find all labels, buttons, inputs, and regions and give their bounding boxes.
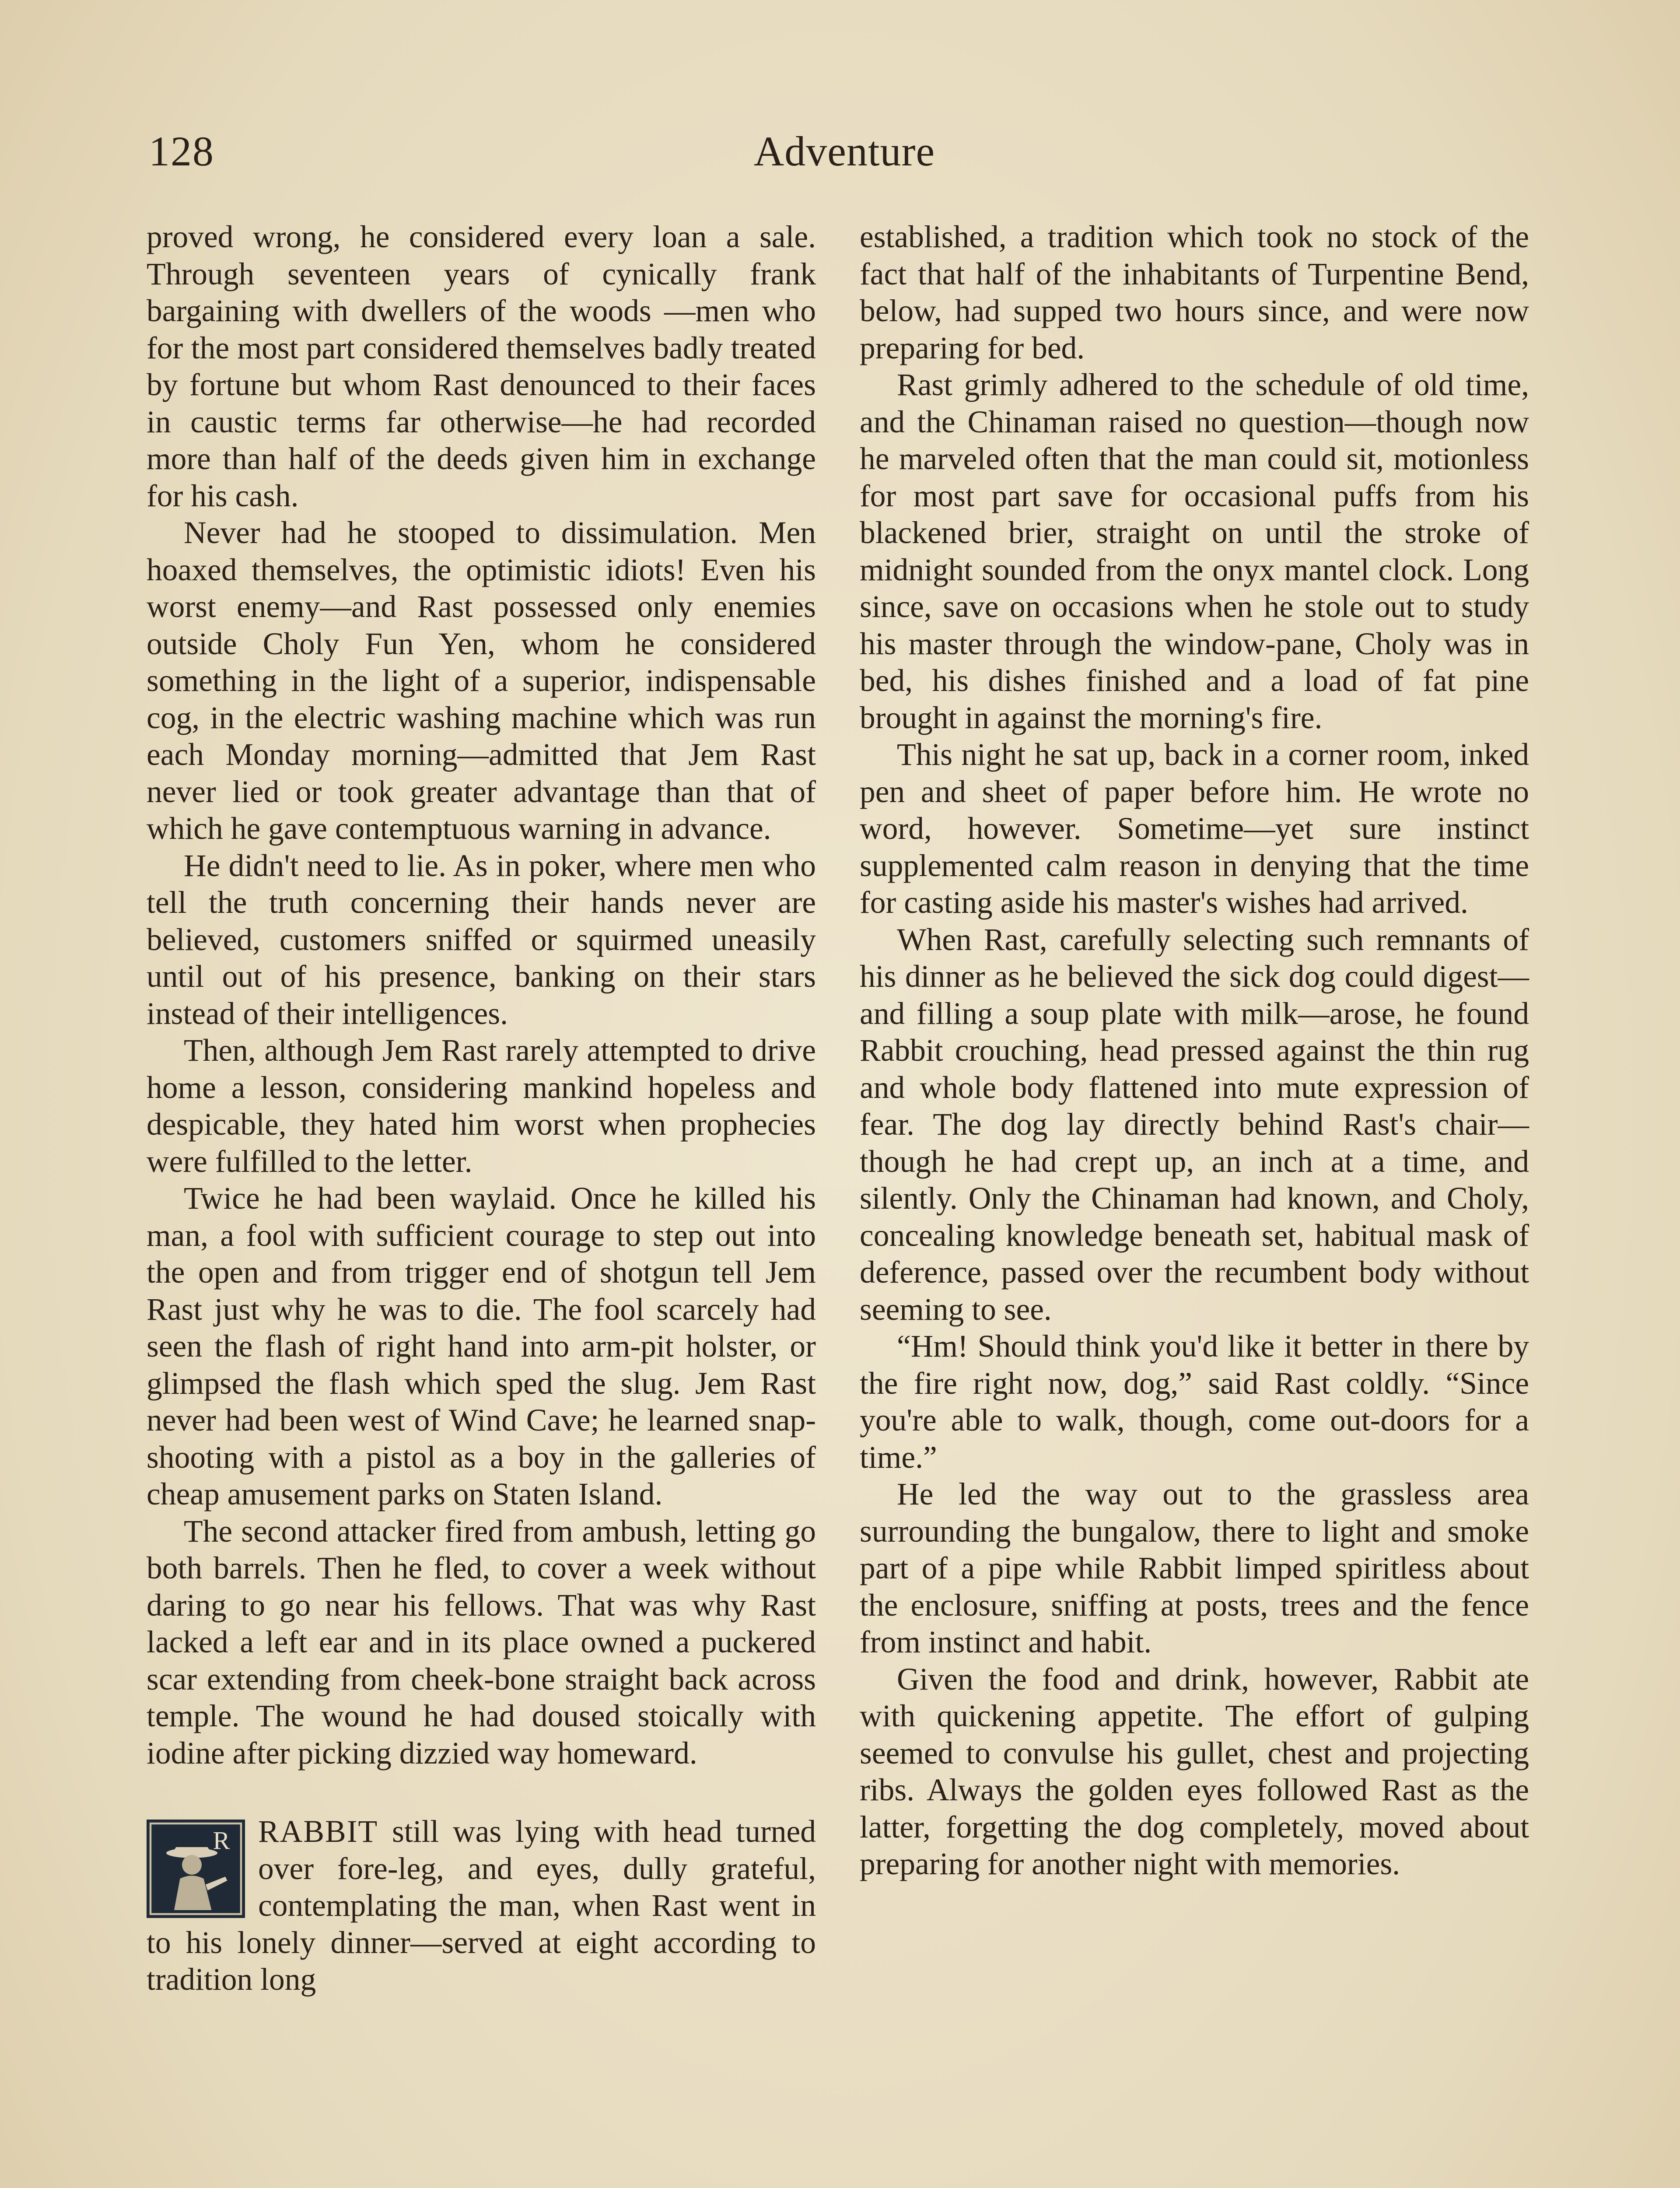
page-header — [149, 127, 1540, 193]
paragraph: Twice he had been waylaid. Once he killed his man, a fool with sufficient courage to step out into the open and from trigger end of shotgun tell Jem Rast just why he was to die. The fool scarcely had seen the flash of right hand into arm-pit holster, or glimpsed the flash which sped the slug. Jem Rast never had been west of Wind Cave; he learned snap-shooting with a pistol as a boy in the galleries of cheap amusement parks on Staten Island. — [147, 1181, 816, 1511]
paragraph: When Rast, carefully selecting such remnants of his dinner as he believed the sick dog could digest—and filling a soup plate with milk—arose, he found Rabbit crouching, head pressed against the thin rug and whole body flattened into mute expression of fear. The dog lay directly behind Rast's chair—though he had crept up, an inch at a time, and silently. Only the Chinaman had known, and Choly, concealing knowledge beneath set, habitual mask of deference, passed over the recumbent body without seeming to see. — [860, 922, 1529, 1327]
paragraph: Never had he stooped to dissimulation. Men hoaxed themselves, the optimistic idiots! Even his worst enemy—and Rast possessed only enemies outside Choly Fun Yen, whom he considered something in the light of a superior, indispensable cog, in the electric washing machine which was run each Monday morning—admitted that Jem Rast never lied or took greater advantage than that of which he gave contemptuous warning in advance. — [147, 515, 816, 846]
paragraph: Rast grimly adhered to the schedule of old time, and the Chinaman raised no question—though now he marveled often that the man could sit, motionless for most part save for occasional puffs from his blackened brier, straight on until the stroke of midnight sounded from the onyx mantel clock. Long since, save on occasions when he stole out to study his master through the window-pane, Choly was in bed, his dishes finished and a load of fat pine brought in against the morning's fire. — [860, 368, 1529, 735]
right-column — [860, 219, 1529, 1883]
svg-text:R: R — [213, 1826, 230, 1855]
paragraph: He didn't need to lie. As in poker, where men who tell the truth concerning their hands never are believed, customers sniffed or squirmed uneasily until out of his presence, banking on their stars instead of their intelligences. — [147, 848, 816, 1031]
left-column — [147, 219, 816, 1999]
paragraph: proved wrong, he considered every loan a sale. Through seventeen years of cynically frank bargaining with dwellers of the woods —men who for the most part considered themselves badly treated by fortune but whom Rast denounced to their faces in caustic terms far otherwise—he had recorded more than half of the deeds given him in exchange for his cash. — [147, 220, 816, 513]
section-text: still was lying with head turned over fore-leg, and eyes, dully grateful, contemplating the man, when Rast went in to his lonely dinner—served at eight according to tradition long — [147, 1814, 816, 1997]
dropcap-figure-icon — [147, 1820, 245, 1918]
page-number: 128 — [149, 128, 214, 175]
paragraph: “Hm! Should think you'd like it better in there by the fire right now, dog,” said Rast coldly. “Since you're able to walk, though, come out-doors for a time.” — [860, 1329, 1529, 1475]
paragraph: established, a tradition which took no stock of the fact that half of the inhabitants of Turpentine Bend, below, had supped two hours since, and were now preparing for bed. — [860, 220, 1529, 365]
section-lead-word: RABBIT — [258, 1814, 378, 1849]
paragraph: The second attacker fired from ambush, letting go both barrels. Then he fled, to cover a week without daring to go near his fellows. That was why Rast lacked a left ear and in its place owned a puckered scar extending from cheek-bone straight back across temple. The wound he had doused stoically with iodine after picking dizzied way homeward. — [147, 1514, 816, 1771]
running-head: Adventure — [753, 128, 935, 175]
paragraph: Given the food and drink, however, Rabbit ate with quickening appetite. The effort of gulping seemed to convulse his gullet, chest and projecting ribs. Always the golden eyes followed Rast as the latter, forgetting the dog completely, moved about preparing for another night with memories. — [860, 1662, 1529, 1881]
section-opening-paragraph — [147, 1813, 816, 1999]
paragraph: Then, although Jem Rast rarely attempted to drive home a lesson, considering mankind hopeless and despicable, they hated him worst when prophecies were fulfilled to the letter. — [147, 1033, 816, 1179]
paragraph: He led the way out to the grassless area surrounding the bungalow, there to light and smoke part of a pipe while Rabbit limped spiritless about the enclosure, sniffing at posts, trees and the fence from instinct and habit. — [860, 1477, 1529, 1659]
paragraph: This night he sat up, back in a corner room, inked pen and sheet of paper before him. He wrote no word, however. Sometime—yet sure instinct supplemented calm reason in denying that the time for casting aside his master's wishes had arrived. — [860, 737, 1529, 920]
dropcap-illustration-icon — [147, 1820, 245, 1918]
